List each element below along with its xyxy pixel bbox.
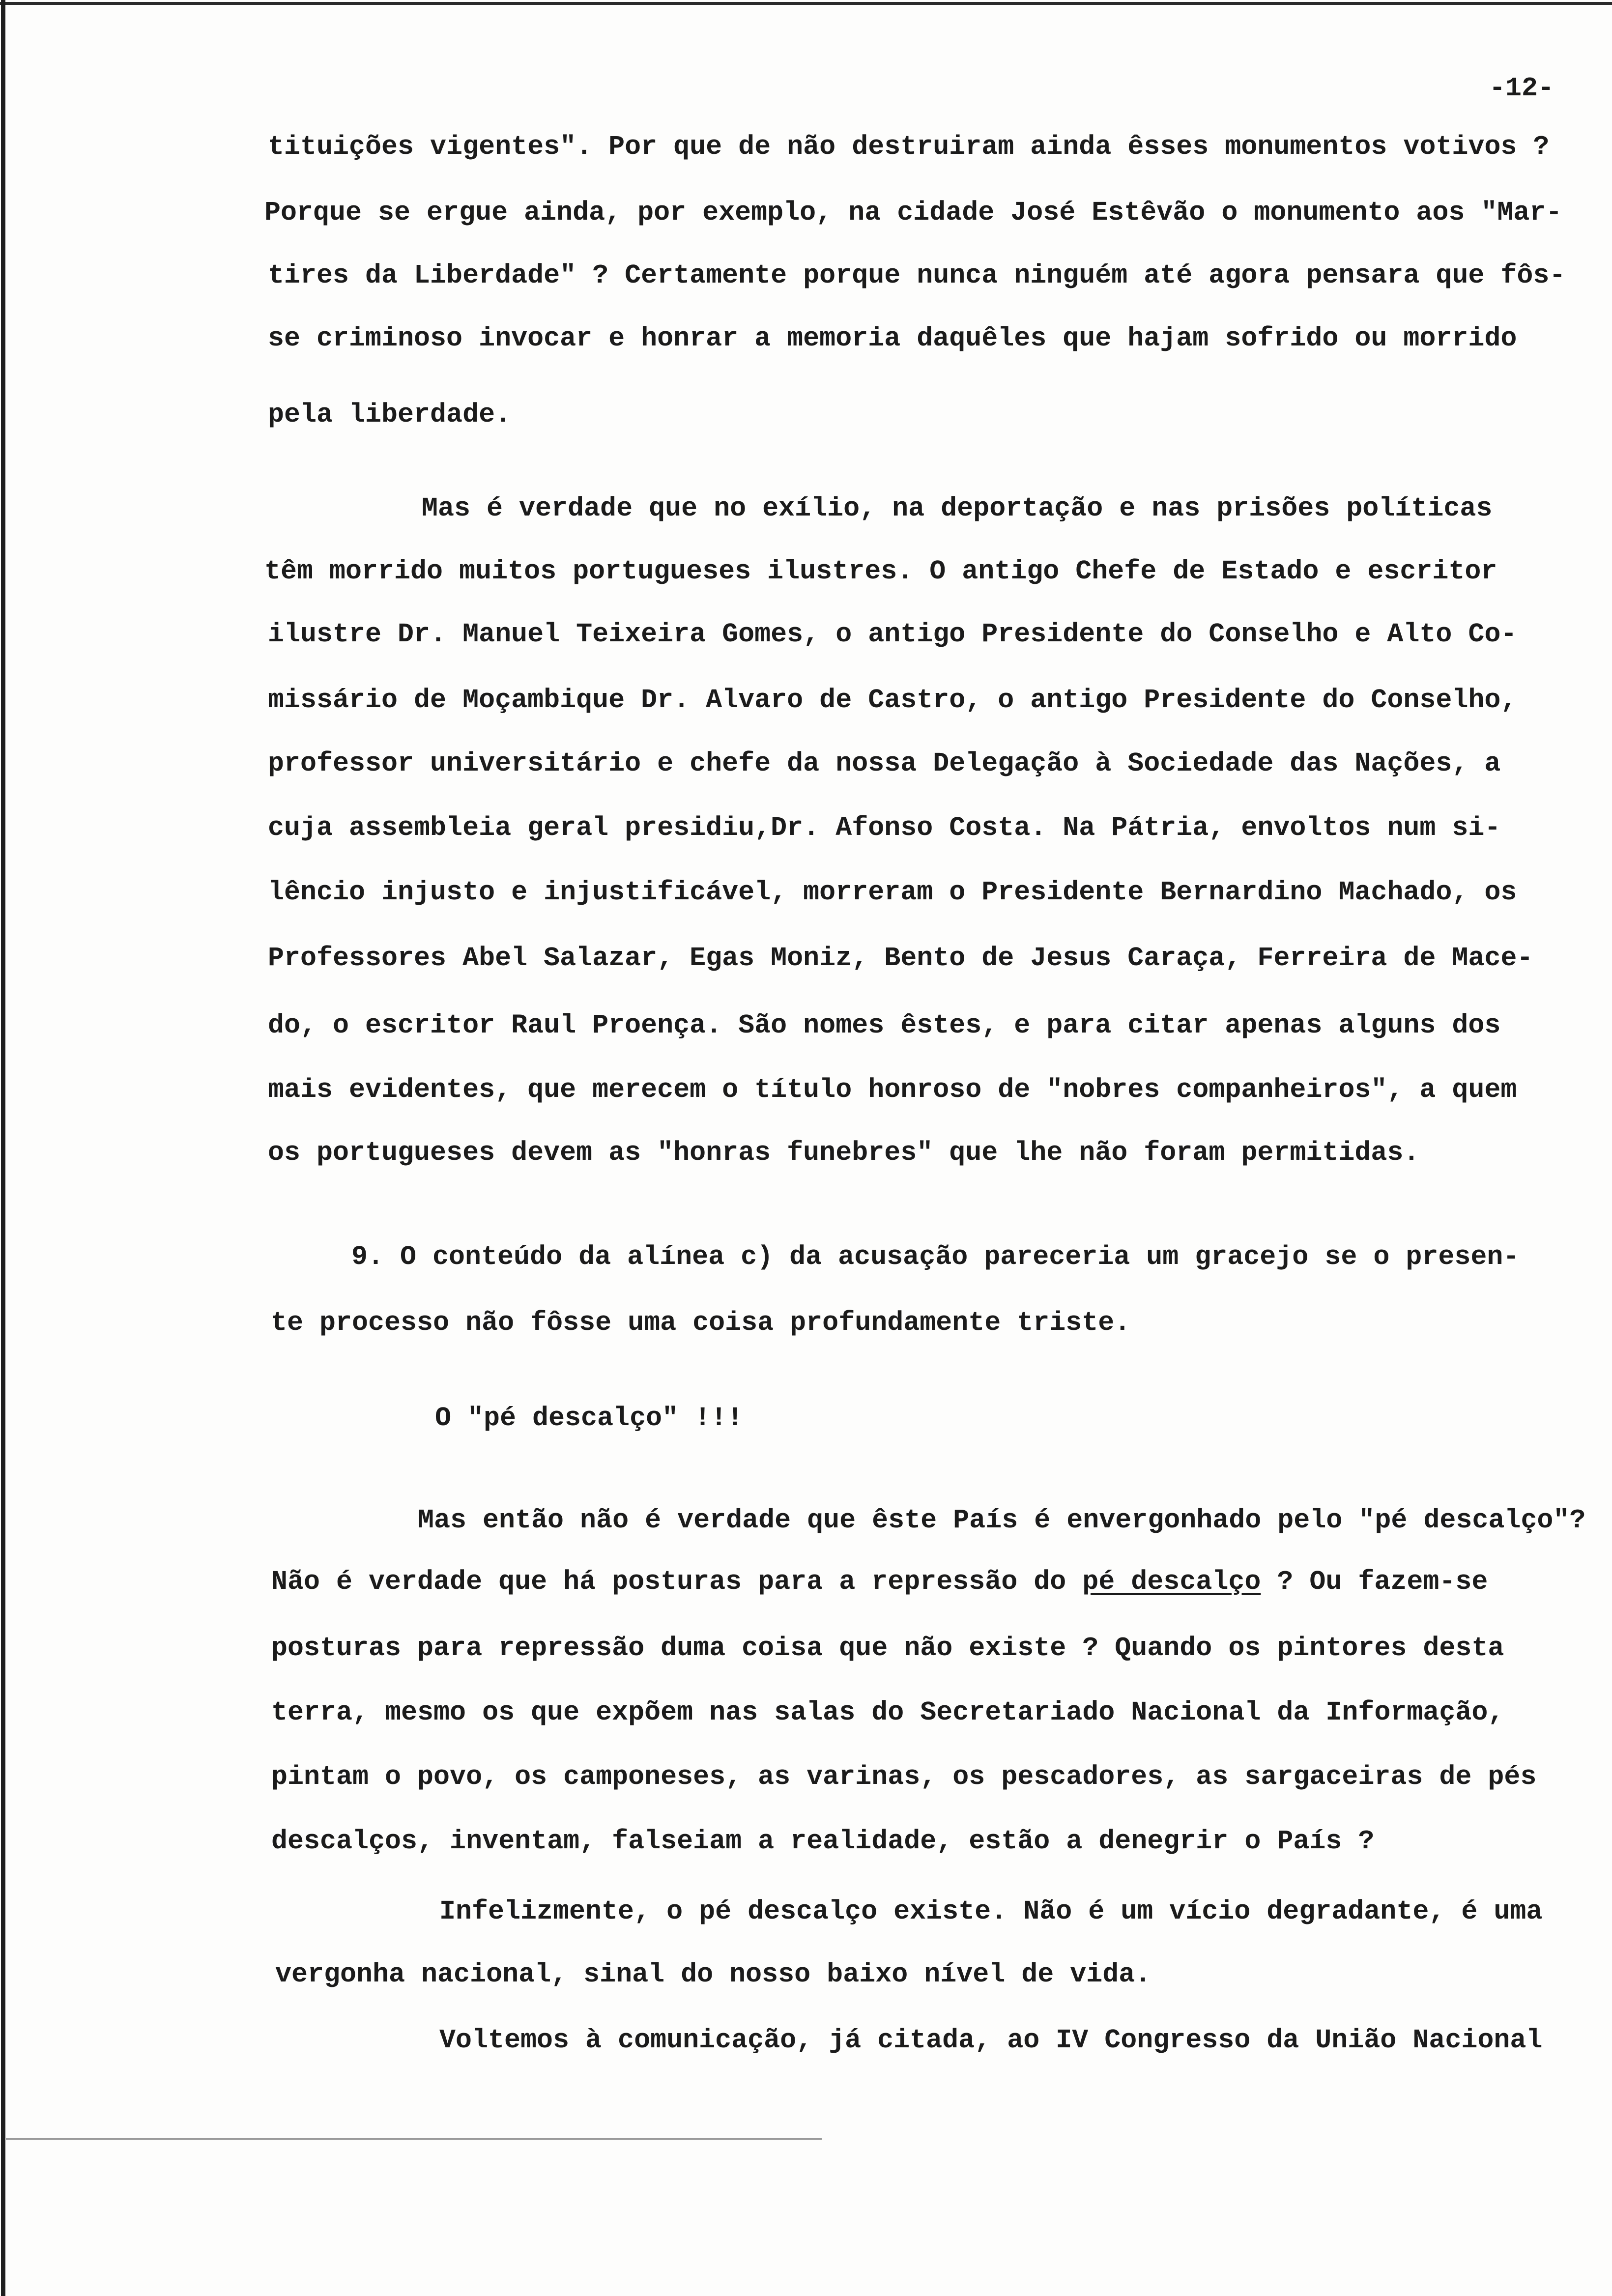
text-line: têm morrido muitos portugueses ilustres. O antigo Chefe de Estado e escritor xyxy=(264,556,1497,587)
text-line: ilustre Dr. Manuel Teixeira Gomes, o antigo Presidente do Conselho e Alto Co- xyxy=(268,619,1517,650)
paragraph-first-line: Mas então não é verdade que êste País é envergonhado pelo "pé descalço"? xyxy=(418,1505,1586,1536)
text-line: terra, mesmo os que expõem nas salas do Secretariado Nacional da Informação, xyxy=(271,1697,1504,1728)
page-border-left xyxy=(1,0,5,2296)
text-line: descalços, inventam, falseiam a realidade, estão a denegrir o País ? xyxy=(271,1826,1375,1857)
text-line: pintam o povo, os camponeses, as varinas, os pescadores, as sargaceiras de pés xyxy=(271,1761,1537,1792)
separator-line xyxy=(6,2138,822,2140)
numbered-paragraph-line: 9. O conteúdo da alínea c) da acusação pareceria um gracejo se o presen- xyxy=(351,1241,1520,1272)
text-line: tituições vigentes". Por que de não destruiram ainda êsses monumentos votivos ? xyxy=(268,131,1550,162)
text-line: professor universitário e chefe da nossa Delegação à Sociedade das Nações, a xyxy=(268,748,1501,779)
underlined-phrase: pé descalço xyxy=(1082,1566,1261,1597)
text-line: missário de Moçambique Dr. Alvaro de Castro, o antigo Presidente do Conselho, xyxy=(268,685,1517,716)
text-line: cuja assembleia geral presidiu,Dr. Afonso Costa. Na Pátria, envoltos num si- xyxy=(268,812,1501,843)
text-line: se criminoso invocar e honrar a memoria daquêles que hajam sofrido ou morrido xyxy=(268,323,1517,354)
paragraph-first-line: Mas é verdade que no exílio, na deportação e nas prisões políticas xyxy=(422,493,1493,524)
text-line: Porque se ergue ainda, por exemplo, na cidade José Estêvão o monumento aos "Mar- xyxy=(264,197,1562,228)
text-line: do, o escritor Raul Proença. São nomes êstes, e para citar apenas alguns dos xyxy=(268,1010,1501,1041)
paragraph-first-line: Infelizmente, o pé descalço existe. Não é um vício degradante, é uma xyxy=(439,1896,1543,1927)
text-segment: Não é verdade que há posturas para a repressão do xyxy=(271,1566,1083,1597)
text-line: tires da Liberdade" ? Certamente porque nunca ninguém até agora pensara que fôs- xyxy=(268,260,1566,291)
text-line: pela liberdade. xyxy=(268,399,512,430)
text-line: vergonha nacional, sinal do nosso baixo nível de vida. xyxy=(275,1959,1151,1990)
text-line: os portugueses devem as "honras funebres" que lhe não foram permitidas. xyxy=(268,1137,1420,1168)
paragraph-first-line: Voltemos à comunicação, já citada, ao IV Congresso da União Nacional xyxy=(439,2025,1543,2056)
page-border-top xyxy=(0,2,1612,5)
text-line: te processo não fôsse uma coisa profundamente triste. xyxy=(271,1307,1131,1338)
section-heading: O "pé descalço" !!! xyxy=(435,1403,744,1434)
text-line xyxy=(271,1568,1488,1595)
text-line: lêncio injusto e injustificável, morreram o Presidente Bernardino Machado, os xyxy=(268,877,1517,908)
text-line: posturas para repressão duma coisa que não existe ? Quando os pintores desta xyxy=(271,1633,1504,1664)
text-segment: ? Ou fazem-se xyxy=(1261,1566,1488,1597)
text-line: mais evidentes, que merecem o título honroso de "nobres companheiros", a quem xyxy=(268,1074,1517,1105)
page-number: -12- xyxy=(1489,73,1554,104)
text-line: Professores Abel Salazar, Egas Moniz, Bento de Jesus Caraça, Ferreira de Mace- xyxy=(268,943,1533,974)
